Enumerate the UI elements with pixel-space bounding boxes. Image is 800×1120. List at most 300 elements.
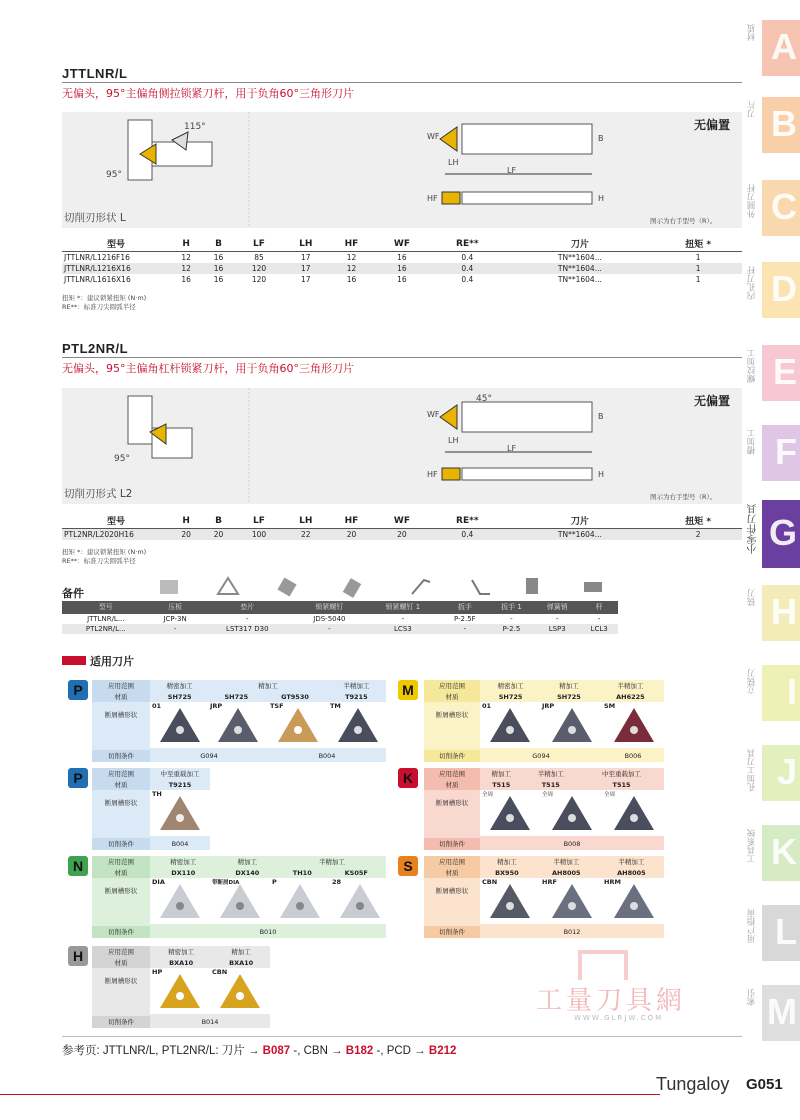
chipbreaker-code: 全周 bbox=[482, 792, 494, 798]
holder-figure bbox=[62, 388, 742, 504]
tab-label: 刀片 bbox=[747, 101, 757, 118]
tab-letter: F bbox=[775, 431, 797, 472]
page-link[interactable]: B212 bbox=[428, 1045, 457, 1057]
row-label: 断屑槽形状 bbox=[435, 799, 469, 807]
tab-M[interactable] bbox=[747, 985, 800, 1041]
table-row bbox=[62, 529, 742, 541]
row-label: 断屑槽形状 bbox=[104, 977, 138, 985]
row-label: 应用范围 bbox=[92, 946, 150, 957]
row-label: 切削条件 bbox=[424, 838, 480, 850]
cell: JTTLNR/L... bbox=[87, 615, 125, 623]
hand-note: 图示为右手型号（R）。 bbox=[650, 217, 717, 225]
spare-parts-table bbox=[62, 601, 618, 634]
col-header: 压板 bbox=[150, 601, 201, 614]
tab-label: 小零件刀具 bbox=[748, 504, 759, 554]
row-label: 材质 bbox=[424, 691, 480, 702]
tab-letter: J bbox=[776, 751, 797, 792]
table-row bbox=[62, 624, 618, 634]
row-label: 断屑槽形状 bbox=[435, 711, 469, 719]
no-offset-label: 无偏置 bbox=[694, 118, 731, 132]
section-subtitle: 无偏头，95°主偏角侧拉锁紧刀杆，用于负角60°三角形刀片 bbox=[62, 87, 354, 100]
cut-condition: B014 bbox=[201, 1018, 219, 1026]
cut-condition: B012 bbox=[563, 928, 581, 936]
cell: P-2.5F bbox=[453, 615, 476, 623]
col-header: 杆 bbox=[580, 601, 618, 614]
col-header: 弹簧销 bbox=[534, 601, 580, 614]
dim-wf: WF bbox=[427, 410, 440, 419]
col-header: RE** bbox=[429, 513, 505, 529]
cell: 20 bbox=[328, 529, 374, 541]
spare-parts-icons bbox=[140, 576, 680, 598]
tab-label: 外圆刀杆 bbox=[747, 184, 757, 218]
table-row bbox=[62, 274, 742, 285]
range: 半精加工 bbox=[343, 682, 370, 690]
range: 半精加工 bbox=[537, 770, 564, 778]
cell: TN**1604... bbox=[557, 253, 602, 262]
material-badge-m: M bbox=[398, 680, 418, 700]
tab-G[interactable] bbox=[748, 500, 800, 568]
cut-condition: G094 bbox=[532, 752, 550, 760]
grade: T9215 bbox=[345, 692, 368, 701]
col-header: WF bbox=[375, 513, 429, 529]
range: 精密加工 bbox=[166, 682, 193, 690]
cell: TN**1604... bbox=[505, 263, 654, 274]
range: 中至重载加工 bbox=[602, 770, 642, 778]
chipbreaker-code: JRP bbox=[210, 702, 223, 710]
col-header: H bbox=[170, 236, 202, 252]
row-label: 应用范围 bbox=[92, 768, 150, 779]
dim-wf: WF bbox=[427, 132, 440, 141]
row-label: 断屑槽形状 bbox=[104, 711, 138, 719]
insert-group-h1 bbox=[92, 946, 270, 1028]
holder-figure bbox=[62, 112, 742, 228]
material-badge-p: P bbox=[68, 768, 88, 788]
cell: - bbox=[510, 615, 513, 623]
tab-letter: H bbox=[771, 591, 797, 632]
row-label: 材质 bbox=[92, 691, 150, 702]
col-header: H bbox=[170, 513, 202, 529]
insert-images bbox=[150, 702, 386, 748]
row-label: 应用范围 bbox=[424, 768, 480, 779]
col-header: 型号 bbox=[62, 601, 150, 614]
tab-label: 铣刀 bbox=[747, 589, 757, 606]
cell: 12 bbox=[170, 263, 202, 274]
watermark-text: 工量刀具網 bbox=[536, 986, 687, 1016]
tab-letter: C bbox=[771, 186, 797, 227]
section-title: JTTLNR/L bbox=[62, 66, 128, 81]
tab-label: 孔加工刀具 bbox=[747, 749, 757, 792]
spare-parts-title: 备件 bbox=[62, 587, 84, 600]
angle-label: 115° bbox=[184, 122, 206, 132]
cell: 0.4 bbox=[461, 275, 474, 284]
row-label: 应用范围 bbox=[92, 680, 150, 691]
dim-h: H bbox=[598, 194, 605, 203]
insert-images bbox=[480, 878, 664, 924]
chipbreaker-code: CBN bbox=[212, 968, 228, 976]
range: 精加工 bbox=[491, 770, 511, 778]
chipbreaker-code: HRM bbox=[604, 878, 621, 886]
cell: 16 bbox=[397, 253, 407, 262]
cell: 100 bbox=[235, 529, 284, 541]
tab-letter: M bbox=[767, 991, 797, 1032]
cell: 12 bbox=[328, 263, 374, 274]
table-row bbox=[62, 252, 742, 264]
cell: - bbox=[555, 615, 559, 623]
cell: 17 bbox=[301, 253, 311, 262]
tab-label: 内孔刀杆 bbox=[747, 266, 757, 300]
tab-F[interactable] bbox=[747, 425, 800, 481]
col-header: 扳手 1 bbox=[489, 601, 534, 614]
grade: SH725 bbox=[498, 692, 523, 701]
cell: 120 bbox=[235, 263, 284, 274]
grade: T9215 bbox=[168, 780, 192, 789]
cell: - bbox=[401, 615, 405, 623]
dim-lf: LF bbox=[507, 444, 517, 453]
grade: AH8005 bbox=[551, 868, 581, 877]
cell: LCL3 bbox=[580, 624, 618, 634]
tab-label: 螺纹加工 bbox=[747, 349, 757, 383]
col-header: LF bbox=[235, 236, 284, 252]
chipbreaker-code: HRF bbox=[542, 878, 557, 886]
row-label: 断屑槽形状 bbox=[104, 799, 138, 807]
page-link[interactable]: B087 bbox=[262, 1045, 291, 1057]
tab-K[interactable] bbox=[747, 825, 800, 881]
cell: 120 bbox=[251, 275, 267, 284]
cell: 17 bbox=[283, 263, 328, 274]
no-offset-label: 无偏置 bbox=[694, 394, 731, 408]
tab-B[interactable] bbox=[747, 97, 800, 153]
cell: TN**1604... bbox=[505, 529, 654, 541]
hand-note: 图示为右手型号（R）。 bbox=[650, 493, 717, 501]
watermark-url: WWW.GLRJW.COM bbox=[574, 1014, 664, 1022]
cell: 12 bbox=[181, 253, 191, 262]
row-label: 切削条件 bbox=[424, 926, 480, 938]
row-label: 应用范围 bbox=[92, 856, 150, 867]
tab-label: 工具系统 bbox=[747, 829, 757, 863]
tab-letter: G bbox=[768, 512, 797, 553]
cell: 20 bbox=[375, 529, 429, 541]
divider bbox=[62, 82, 742, 83]
cell: JTTLNR/L1616X16 bbox=[64, 275, 131, 284]
cell: - bbox=[441, 624, 489, 634]
col-header: 刀片 bbox=[505, 513, 654, 529]
chipbreaker-code: 带断屑DIA bbox=[212, 880, 240, 886]
insert-images bbox=[150, 968, 270, 1014]
cell: 16 bbox=[397, 275, 407, 284]
footnote: 扭矩 *：建议锁紧扭矩 (N·m) bbox=[62, 294, 147, 302]
angle-label: 95° bbox=[106, 170, 122, 180]
reference-text: JTTLNR/L, PTL2NR/L: 刀片 → bbox=[102, 1045, 260, 1057]
cell: - bbox=[597, 615, 601, 623]
cell: PTL2NR/L2020H16 bbox=[62, 529, 170, 541]
tab-letter: D bbox=[771, 268, 797, 309]
grade: KS05F bbox=[344, 868, 368, 877]
reference-text: -, CBN → bbox=[293, 1045, 343, 1057]
footnote: RE**：标准刀尖圆弧半径 bbox=[62, 303, 136, 311]
range: 精加工 bbox=[497, 858, 517, 866]
chipbreaker-code: 28 bbox=[332, 878, 342, 886]
col-header: 垫片 bbox=[201, 601, 294, 614]
insert-icons bbox=[480, 878, 664, 924]
cell: 16 bbox=[213, 253, 224, 262]
insert-icons bbox=[150, 878, 386, 924]
row-label: 材质 bbox=[92, 867, 150, 878]
cell: JDS-5040 bbox=[313, 615, 346, 623]
divider bbox=[62, 1036, 742, 1037]
cell: 20 bbox=[202, 529, 234, 541]
col-header: 型号 bbox=[62, 513, 170, 529]
chipbreaker-code: 全周 bbox=[542, 792, 554, 798]
tab-label: 材质 bbox=[747, 24, 757, 41]
tab-letter: I bbox=[786, 671, 797, 712]
chipbreaker-code: 全周 bbox=[604, 792, 616, 798]
cell: 16 bbox=[202, 263, 234, 274]
divider bbox=[62, 357, 742, 358]
col-header: RE** bbox=[429, 236, 505, 252]
chipbreaker-code: TH bbox=[152, 790, 162, 798]
cut-condition: B010 bbox=[259, 928, 277, 936]
footer-rule bbox=[0, 1094, 660, 1095]
section-title: PTL2NR/L bbox=[62, 341, 129, 356]
cell: 12 bbox=[346, 253, 357, 262]
col-header: 锁紧螺钉 1 bbox=[365, 601, 441, 614]
row-label: 应用范围 bbox=[424, 680, 480, 691]
range: 精加工 bbox=[258, 682, 278, 690]
row-label: 切削条件 bbox=[92, 750, 150, 762]
cell: 0.4 bbox=[429, 263, 505, 274]
grade: T515 bbox=[492, 780, 511, 789]
angle-label: 95° bbox=[114, 454, 130, 464]
cell: 1 bbox=[695, 253, 701, 262]
insert-icons bbox=[480, 790, 664, 836]
chipbreaker-code: DIA bbox=[152, 878, 165, 886]
cut-shape-label: 切削刃形式 L2 bbox=[64, 488, 133, 500]
cell: - bbox=[246, 615, 249, 623]
material-badge-p: P bbox=[68, 680, 88, 700]
cell: 16 bbox=[375, 263, 429, 274]
cell: 85 bbox=[254, 253, 264, 262]
grade: BXA10 bbox=[229, 958, 254, 967]
cell: P-2.5 bbox=[489, 624, 534, 634]
tab-label: 槽加工 bbox=[747, 429, 757, 455]
grade: SH725 bbox=[557, 692, 581, 701]
grade: DX140 bbox=[235, 868, 260, 877]
cell: 17 bbox=[301, 275, 311, 284]
section-subtitle: 无偏头，95°主偏角杠杆锁紧刀杆，用于负角60°三角形刀片 bbox=[62, 362, 354, 375]
tab-C[interactable] bbox=[747, 180, 800, 236]
holder-drawing bbox=[62, 388, 742, 504]
tab-letter: A bbox=[771, 26, 797, 67]
row-label: 切削条件 bbox=[92, 838, 150, 850]
cell: 0.4 bbox=[429, 529, 505, 541]
cell: 1 bbox=[695, 275, 701, 284]
grade: SH725 bbox=[167, 692, 192, 701]
col-header: B bbox=[202, 236, 234, 252]
tab-label: 索引 bbox=[747, 989, 757, 1006]
cell: 2 bbox=[654, 529, 742, 541]
chipbreaker-code: P bbox=[272, 878, 277, 886]
dim-h: H bbox=[598, 470, 605, 479]
table-row bbox=[62, 614, 618, 625]
page-link[interactable]: B182 bbox=[345, 1045, 374, 1057]
insert-icons bbox=[150, 702, 386, 748]
range: 中至重载加工 bbox=[160, 770, 200, 778]
chipbreaker-code: TSF bbox=[270, 702, 284, 710]
tab-D[interactable] bbox=[747, 262, 800, 318]
cell: LSP3 bbox=[534, 624, 580, 634]
col-header: HF bbox=[328, 236, 374, 252]
grade: BX950 bbox=[495, 868, 519, 877]
tab-L[interactable] bbox=[747, 905, 800, 961]
cut-shape-label: 切削刃形状 L bbox=[64, 212, 126, 224]
row-label: 切削条件 bbox=[424, 750, 480, 762]
tab-I[interactable] bbox=[747, 665, 800, 721]
row-label: 应用范围 bbox=[424, 856, 480, 867]
title-marker bbox=[62, 656, 86, 665]
page-number: G051 bbox=[746, 1076, 783, 1093]
chipbreaker-code: TM bbox=[330, 702, 341, 710]
angle-label: 45° bbox=[476, 394, 492, 404]
col-header: 扭矩 * bbox=[654, 513, 742, 529]
grade: AH8005 bbox=[617, 868, 646, 877]
dim-lf: LF bbox=[507, 166, 517, 175]
insert-icons bbox=[480, 702, 664, 748]
col-header: 刀片 bbox=[505, 236, 654, 252]
tab-letter: E bbox=[772, 351, 797, 392]
holder-drawing bbox=[62, 112, 742, 228]
dim-b: B bbox=[598, 412, 604, 421]
tab-A[interactable] bbox=[747, 20, 800, 76]
col-header: 扳手 bbox=[441, 601, 489, 614]
tab-H[interactable] bbox=[747, 585, 800, 641]
row-label: 切削条件 bbox=[92, 926, 150, 938]
range: 精密加工 bbox=[168, 948, 195, 956]
cell: 1 bbox=[654, 263, 742, 274]
range: 精加工 bbox=[231, 948, 251, 956]
grade: T515 bbox=[612, 780, 631, 789]
grade: TH10 bbox=[292, 868, 312, 877]
insert-group-s1 bbox=[424, 856, 664, 938]
chipbreaker-code: HP bbox=[152, 968, 163, 976]
cell: - bbox=[294, 624, 365, 634]
dim-lh: LH bbox=[448, 436, 459, 445]
cell: LST317 D30 bbox=[201, 624, 294, 634]
chipbreaker-code: JRP bbox=[542, 702, 555, 710]
grade: GT9530 bbox=[281, 692, 309, 701]
material-badge-s: S bbox=[398, 856, 418, 876]
col-header: 型号 bbox=[62, 236, 170, 252]
cell: - bbox=[150, 624, 201, 634]
range: 半精加工 bbox=[319, 858, 346, 866]
cell: 0.4 bbox=[461, 253, 474, 262]
cell: 16 bbox=[181, 275, 191, 284]
reference-prefix: 参考页: bbox=[62, 1045, 100, 1057]
insert-images bbox=[480, 790, 664, 836]
cell: JTTLNR/L1216F16 bbox=[64, 253, 130, 262]
cut-condition: B004 bbox=[171, 840, 189, 848]
range: 精密加工 bbox=[170, 858, 197, 866]
chipbreaker-code: 01 bbox=[482, 702, 492, 710]
grade: BXA10 bbox=[169, 958, 194, 967]
row-label: 材质 bbox=[424, 779, 480, 790]
insert-group-m1 bbox=[424, 680, 664, 762]
footnote: RE**：标准刀尖圆弧半径 bbox=[62, 557, 136, 565]
row-label: 材质 bbox=[424, 867, 480, 878]
chipbreaker-code: 01 bbox=[152, 702, 162, 710]
grade: AH6225 bbox=[616, 692, 645, 701]
cell: JCP-3N bbox=[163, 615, 187, 623]
footnote: 扭矩 *：建议锁紧扭矩 (N·m) bbox=[62, 548, 147, 556]
tab-label: 用户指南 bbox=[747, 909, 757, 943]
col-header: LH bbox=[283, 236, 328, 252]
material-badge-k: K bbox=[398, 768, 418, 788]
col-header: LH bbox=[283, 513, 328, 529]
cut-condition: B004 bbox=[318, 752, 336, 760]
cell: TN**1604... bbox=[557, 275, 602, 284]
spec-table bbox=[62, 513, 742, 540]
tab-letter: K bbox=[771, 831, 797, 872]
cut-condition: B006 bbox=[624, 752, 642, 760]
col-header: B bbox=[202, 513, 234, 529]
insert-images bbox=[150, 790, 210, 836]
insert-images bbox=[480, 702, 664, 748]
tab-letter: B bbox=[771, 103, 797, 144]
dim-hf: HF bbox=[427, 470, 438, 479]
cell: 20 bbox=[170, 529, 202, 541]
material-badge-h: H bbox=[68, 946, 88, 966]
material-badge-n: N bbox=[68, 856, 88, 876]
insert-icons bbox=[150, 968, 270, 1014]
dim-b: B bbox=[598, 134, 604, 143]
tab-label: 立铣刀 bbox=[747, 669, 757, 695]
tab-E[interactable] bbox=[747, 345, 800, 401]
range: 半精加工 bbox=[617, 682, 644, 690]
cell: JTTLNR/L1216X16 bbox=[62, 263, 170, 274]
cell: 16 bbox=[346, 275, 357, 284]
inserts-title: 适用刀片 bbox=[90, 655, 134, 668]
row-label: 断屑槽形状 bbox=[104, 887, 138, 895]
range: 精密加工 bbox=[497, 682, 524, 690]
tab-J[interactable] bbox=[747, 745, 800, 801]
row-label: 材质 bbox=[92, 779, 150, 790]
brand-name: Tungaloy bbox=[656, 1074, 730, 1094]
grade: T515 bbox=[541, 780, 560, 789]
reference-line bbox=[62, 1042, 456, 1058]
col-header: 扭矩 * bbox=[654, 236, 742, 252]
reference-text: -, PCD → bbox=[376, 1045, 426, 1057]
insert-group-p2 bbox=[92, 768, 210, 850]
row-label: 切削条件 bbox=[92, 1016, 150, 1028]
col-header: HF bbox=[328, 513, 374, 529]
cut-condition: B008 bbox=[563, 840, 581, 848]
cell: PTL2NR/L... bbox=[62, 624, 150, 634]
range: 半精加工 bbox=[618, 858, 645, 866]
col-header: LF bbox=[235, 513, 284, 529]
cell: LCS3 bbox=[365, 624, 441, 634]
dim-hf: HF bbox=[427, 194, 438, 203]
cell: 16 bbox=[213, 275, 224, 284]
range: 半精加工 bbox=[553, 858, 580, 866]
grade: SH725 bbox=[224, 692, 249, 701]
col-header: 锁紧螺钉 bbox=[294, 601, 365, 614]
cell: 22 bbox=[283, 529, 328, 541]
cut-condition: G094 bbox=[200, 752, 218, 760]
insert-group-k1 bbox=[424, 768, 664, 850]
tab-letter: L bbox=[775, 911, 797, 952]
table-row bbox=[62, 263, 742, 274]
dim-lh: LH bbox=[448, 158, 459, 167]
row-label: 材质 bbox=[92, 957, 150, 968]
